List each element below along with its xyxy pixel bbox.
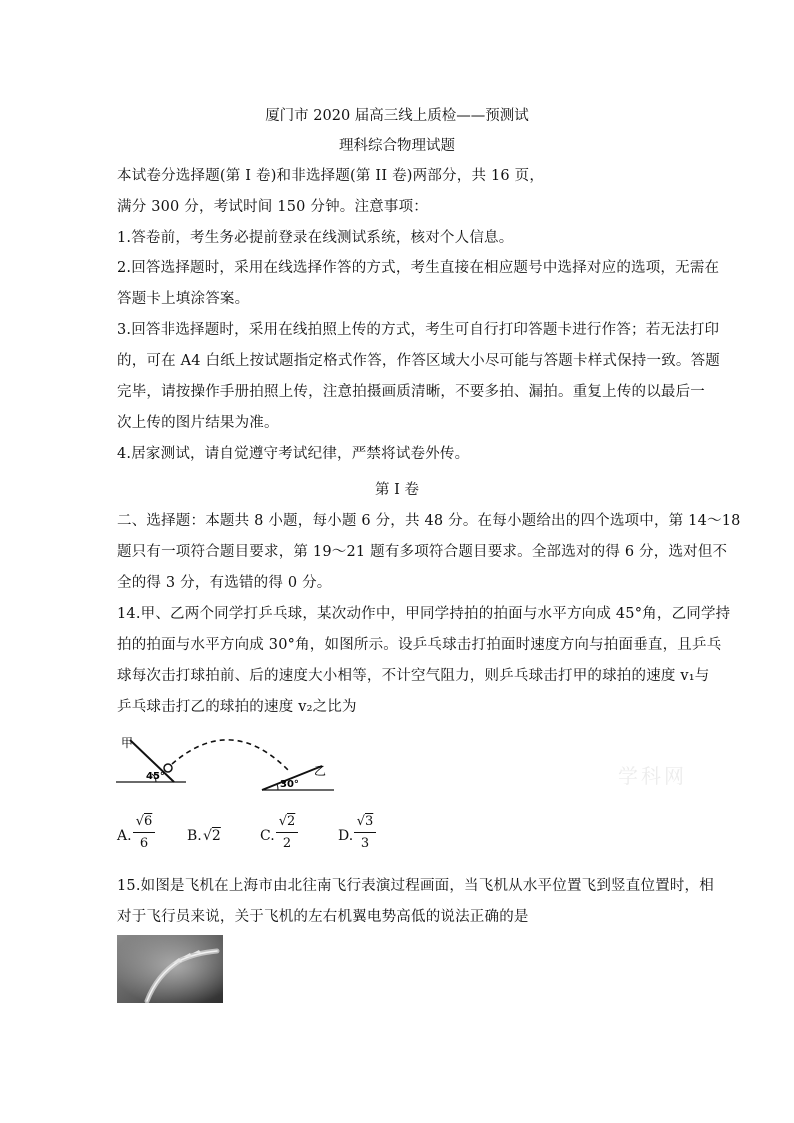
note-line: 的，可在 A4 白纸上按试题指定格式作答，作答区域大小尽可能与答题卡样式保持一致。答题: [117, 353, 721, 369]
note-line: 次上传的图片结果为准。: [117, 415, 279, 431]
note-line: 答题卡上填涂答案。: [117, 291, 250, 307]
option-b-radical: 2: [211, 828, 221, 844]
page-subtitle: 理科综合物理试题: [339, 138, 455, 154]
label-jia: 甲: [121, 736, 134, 750]
question-14-line: 球每次击打球拍前、后的速度大小相等，不计空气阻力，则乒乓球击打甲的球拍的速度 v₁与: [117, 668, 710, 684]
ping-pong-ball: [164, 764, 172, 772]
section-intro-line: 题只有一项符合题目要求，第 19～21 题有多项符合题目要求。全部选对的得 6 分，选对但不: [117, 544, 728, 560]
intro-line: 本试卷分选择题(第 I 卷)和非选择题(第 II 卷)两部分，共 16 页，: [117, 168, 545, 184]
airshow-photo: [117, 935, 223, 1003]
option-c-label: C.: [260, 828, 275, 844]
sqrt-symbol: √: [278, 814, 287, 829]
note-line: 2.回答选择题时，采用在线选择作答的方式，考生直接在相应题号中选择对应的选项，无需在: [117, 260, 720, 276]
question-14-options: [117, 812, 537, 860]
section-intro-line: 二、选择题：本题共 8 小题，每小题 6 分，共 48 分。在每小题给出的四个选项中，第 14～18: [117, 513, 741, 529]
question-14-line: 14.甲、乙两个同学打乒乓球，某次动作中，甲同学持拍的拍面与水平方向成 45°角，乙同学持: [117, 606, 731, 622]
option-c-denominator: 2: [282, 836, 292, 851]
option-d-numerator: 3: [365, 814, 374, 829]
note-line: 1.答卷前，考生务必提前登录在线测试系统，核对个人信息。: [117, 230, 514, 246]
angle-label-jia: 45°: [146, 771, 165, 782]
option-d-fraction: [354, 812, 376, 853]
option-d-label: D.: [338, 828, 354, 844]
option-b-value: [203, 828, 221, 844]
watermark: 学科网: [618, 764, 687, 788]
option-d-denominator: 3: [360, 836, 370, 851]
page-title: 厦门市 2020 届高三线上质检——预测试: [265, 108, 529, 124]
question-15-line: 对于飞行员来说，关于飞机的左右机翼电势高低的说法正确的是: [117, 909, 529, 925]
question-14-line: 乒乓球击打乙的球拍的速度 v₂之比为: [117, 699, 357, 715]
intro-line: 满分 300 分，考试时间 150 分钟。注意事项：: [117, 199, 428, 215]
note-line: 完毕，请按操作手册拍照上传，注意拍摄画质清晰，不要多拍、漏拍。重复上传的以最后一: [117, 384, 705, 400]
angle-label-yi: 30°: [280, 779, 299, 790]
ping-pong-diagram: [112, 730, 347, 800]
ball-trajectory: [172, 740, 290, 772]
option-a-label: A.: [117, 828, 132, 844]
section-intro-line: 全的得 3 分，有选错的得 0 分。: [117, 575, 332, 591]
question-14-line: 拍的拍面与水平方向成 30°角，如图所示。设乒乓球击打拍面时速度方向与拍面垂直，且乒乓: [117, 637, 722, 653]
option-c-fraction: [276, 812, 298, 853]
option-a-numerator: 6: [144, 814, 153, 829]
angle-arc-yi: [277, 784, 278, 790]
sqrt-symbol: √: [356, 814, 365, 829]
note-line: 3.回答非选择题时，采用在线拍照上传的方式，考生可自行打印答题卡进行作答；若无法打印: [117, 322, 720, 338]
sqrt-symbol: √: [203, 828, 212, 844]
note-line: 4.居家测试，请自觉遵守考试纪律，严禁将试卷外传。: [117, 446, 470, 462]
option-a-fraction: [133, 812, 155, 853]
section-title: 第 I 卷: [375, 482, 419, 498]
option-b-label: B.: [187, 828, 202, 844]
question-15-line: 15.如图是飞机在上海市由北往南飞行表演过程画面，当飞机从水平位置飞到竖直位置时，相: [117, 878, 714, 894]
sqrt-symbol: √: [135, 814, 144, 829]
label-yi: 乙: [314, 764, 327, 778]
option-c-numerator: 2: [287, 814, 296, 829]
option-a-denominator: 6: [139, 836, 149, 851]
